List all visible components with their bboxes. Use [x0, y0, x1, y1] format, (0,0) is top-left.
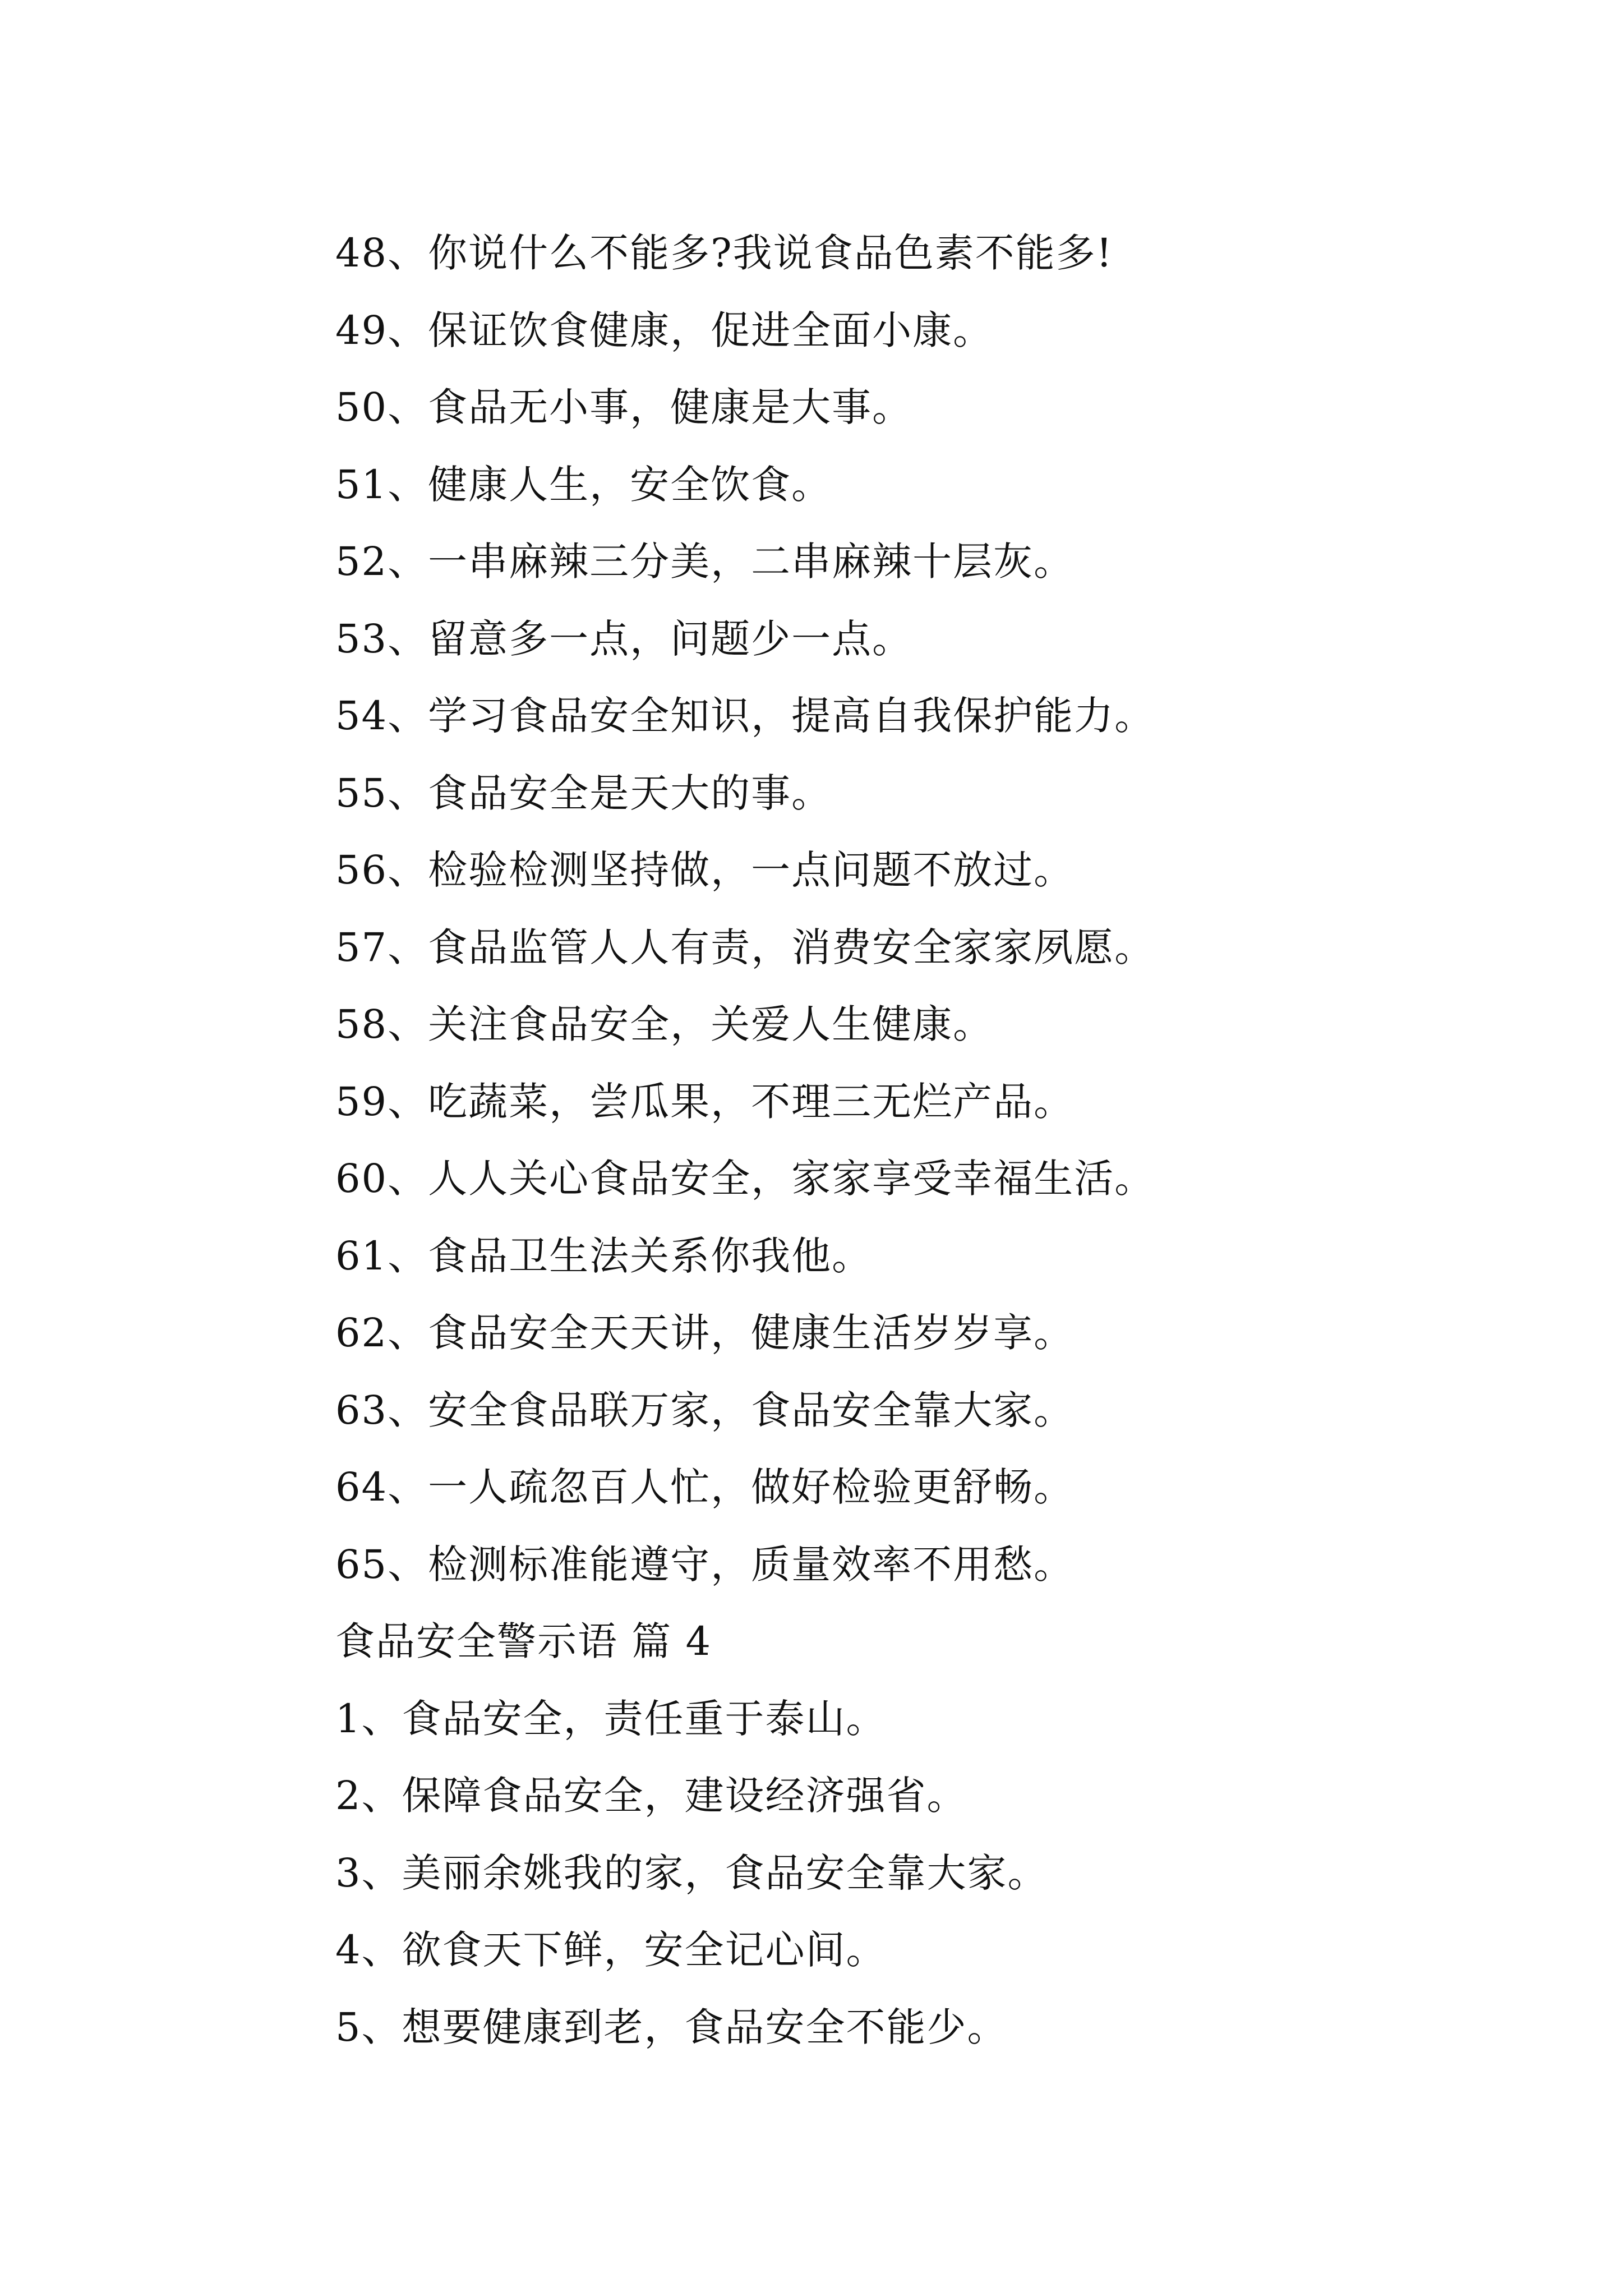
slogan-line-64: 64、一人疏忽百人忙，做好检验更舒畅。	[335, 1464, 1075, 1510]
slogan-line-1: 1、食品安全，责任重于泰山。	[335, 1695, 887, 1742]
slogan-line-49: 49、保证饮食健康，促进全面小康。	[335, 307, 994, 353]
section-heading: 食品安全警示语 篇 4	[335, 1618, 712, 1664]
slogan-line-3: 3、美丽余姚我的家，食品安全靠大家。	[335, 1849, 1048, 1896]
slogan-line-60: 60、人人关心食品安全，家家享受幸福生活。	[335, 1156, 1155, 1202]
slogan-line-56: 56、检验检测坚持做，一点问题不放过。	[335, 847, 1075, 893]
slogan-line-50: 50、食品无小事，健康是大事。	[335, 384, 913, 430]
slogan-line-48: 48、你说什么不能多?我说食品色素不能多!	[335, 230, 1113, 276]
slogan-line-57: 57、食品监管人人有责，消费安全家家夙愿。	[335, 924, 1155, 970]
slogan-line-59: 59、吃蔬菜，尝瓜果，不理三无烂产品。	[335, 1078, 1075, 1125]
slogan-line-61: 61、食品卫生法关系你我他。	[335, 1232, 873, 1279]
slogan-line-51: 51、健康人生，安全饮食。	[335, 461, 832, 508]
document-body	[335, 215, 1513, 2066]
slogan-line-2: 2、保障食品安全，建设经济强省。	[335, 1773, 967, 1819]
slogan-line-65: 65、检测标准能遵守，质量效率不用愁。	[335, 1541, 1075, 1588]
slogan-line-62: 62、食品安全天天讲，健康生活岁岁享。	[335, 1310, 1075, 1356]
slogan-line-58: 58、关注食品安全，关爱人生健康。	[335, 1001, 994, 1047]
slogan-line-54: 54、学习食品安全知识，提高自我保护能力。	[335, 693, 1155, 739]
slogan-line-5: 5、想要健康到老，食品安全不能少。	[335, 2004, 1008, 2050]
slogan-line-53: 53、留意多一点，问题少一点。	[335, 615, 913, 662]
slogan-line-52: 52、一串麻辣三分美，二串麻辣十层灰。	[335, 539, 1075, 585]
slogan-line-63: 63、安全食品联万家，食品安全靠大家。	[335, 1387, 1075, 1433]
slogan-line-4: 4、欲食天下鲜，安全记心间。	[335, 1927, 887, 1973]
slogan-line-55: 55、食品安全是天大的事。	[335, 770, 832, 816]
